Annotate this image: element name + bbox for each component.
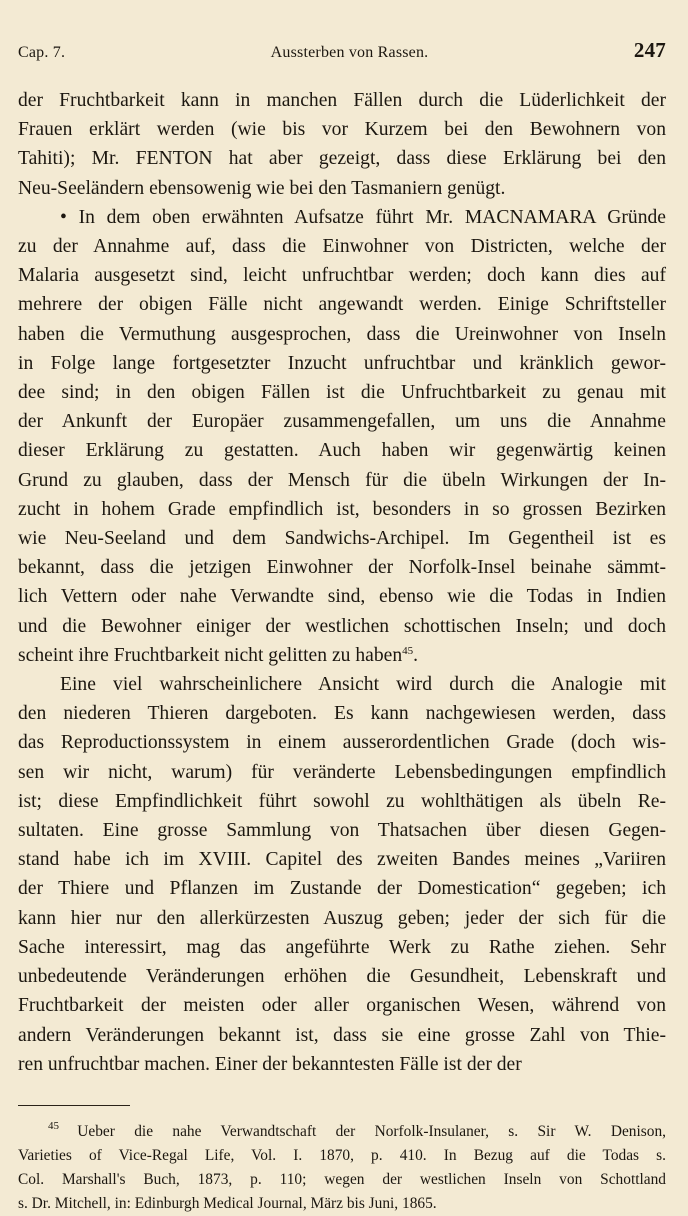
text-line: Tahiti); Mr. FENTON hat aber gezeigt, dass diese Erklärung bei den [18, 148, 666, 170]
text-line: der Fruchtbarkeit kann in manchen Fällen durch die Lüderlichkeit der [18, 90, 666, 111]
footnote-line: Col. Marshall's Buch, 1873, p. 110; wegen der westlichen Inseln von Schottland [18, 1170, 666, 1188]
text-line: Fruchtbarkeit der meisten oder aller organischen Wesen, während von [18, 995, 666, 1017]
text-line: bekannt, dass die jetzigen Einwohner der Norfolk-Insel beinahe sämmt- [18, 557, 666, 579]
footnotes [18, 1120, 666, 1216]
text-line: wie Neu-Seeland und dem Sandwichs-Archipel. Im Gegentheil ist es [18, 528, 666, 550]
running-header [18, 38, 666, 68]
text-line: Eine viel wahrscheinlichere Ansicht wird durch die Analogie mit [60, 674, 666, 696]
chapter-label: Cap. 7. [18, 44, 66, 61]
footnote-line [18, 1120, 666, 1144]
text-line: mehrere der obigen Fälle nicht angewandt werden. Einige Schriftsteller [18, 294, 666, 316]
text-line: zu der Annahme auf, dass die Einwohner von Districten, welche der [18, 236, 666, 258]
body-text [18, 86, 666, 1079]
text-line: und die Bewohner einiger der westlichen schottischen Inseln; und doch [18, 615, 666, 637]
text-line: der Ankunft der Europäer zusammengefallen, um uns die Annahme [18, 411, 666, 433]
text-line: dee sind; in den obigen Fällen ist die Unfruchtbarkeit zu genau mit [18, 382, 666, 404]
text-line: ren unfruchtbar machen. Einer der bekanntesten Fälle ist der der [18, 1053, 522, 1075]
text-line: stand habe ich im XVIII. Capitel des zweiten Bandes meines „Variiren [18, 849, 666, 871]
text-line: dieser Erklärung zu gestatten. Auch haben wir gegenwärtig keinen [18, 440, 666, 462]
text-line: in Folge lange fortgesetzter Inzucht unfruchtbar und kränklich gewor- [18, 352, 666, 374]
text-line: Malaria ausgesetzt sind, leicht unfruchtbar werden; doch kann dies auf [18, 265, 666, 287]
text-line: den niederen Thieren dargeboten. Es kann nachgewiesen werden, dass [18, 703, 666, 725]
text-line: zucht in hohem Grade empfindlich ist, besonders in so grossen Bezirken [18, 498, 666, 520]
text-line: Sache interessirt, mag das angeführte Werk zu Rathe ziehen. Sehr [18, 936, 666, 958]
page-number: 247 [633, 38, 666, 62]
running-title: Aussterben von Rassen. [270, 44, 429, 61]
footnote-text: Ueber die nahe Verwandtschaft der Norfolk-Insulaner, s. Sir W. Denison, [77, 1122, 667, 1140]
text-line: sen wir nicht, warum) für veränderte Lebensbedingungen empfindlich [18, 761, 666, 783]
text-line: Grund zu glauben, dass der Mensch für die übeln Wirkungen der In- [18, 469, 666, 491]
text-line: sultaten. Eine grosse Sammlung von Thatsachen über diesen Gegen- [18, 820, 666, 842]
paragraph [18, 670, 666, 1079]
text-line: • In dem oben erwähnten Aufsatze führt Mr. MACNAMARA Gründe [60, 206, 666, 228]
text-line: unbedeutende Veränderungen erhöhen die Gesundheit, Lebenskraft und [18, 966, 666, 988]
paragraph [18, 203, 666, 670]
text-line: Neu-Seeländern ebensowenig wie bei den Tasmaniern genügt. [18, 177, 506, 199]
line-tail: . [413, 644, 419, 666]
text-line: kann hier nur den allerkürzesten Auszug geben; jeder der sich für die [18, 907, 666, 929]
text-line: Frauen erklärt werden (wie bis vor Kurzem bei den Bewohnern von [18, 119, 666, 141]
text-line: lich Vettern oder nahe Verwandte sind, ebenso wie die Todas in Indien [18, 586, 666, 608]
footnote-line: s. Dr. Mitchell, in: Edinburgh Medical Journal, März bis Juni, 1865. [18, 1194, 437, 1212]
text-line: andern Veränderungen bekannt ist, dass sie eine grosse Zahl von Thie- [18, 1024, 666, 1046]
text-line: ist; diese Empfindlichkeit führt sowohl zu wohlthätigen als übeln Re- [18, 790, 666, 812]
footnote-rule [18, 1105, 130, 1106]
footnote-marker: 45 [48, 1119, 78, 1132]
text-line: das Reproductionssystem in einem ausserordentlichen Grade (doch wis- [18, 732, 666, 754]
text-line: der Thiere und Pflanzen im Zustande der Domestication“ gegeben; ich [18, 878, 666, 900]
text-line [18, 641, 666, 670]
footnote-reference[interactable]: 45 [402, 644, 414, 657]
paragraph [18, 86, 666, 203]
text-line: scheint ihre Fruchtbarkeit nicht gelitten zu haben [18, 644, 403, 666]
text-line: haben die Vermuthung ausgesprochen, dass die Ureinwohner von Inseln [18, 323, 666, 345]
footnote-line: Varieties of Vice-Regal Life, Vol. I. 1870, p. 410. In Bezug auf die Todas s. [18, 1146, 666, 1164]
